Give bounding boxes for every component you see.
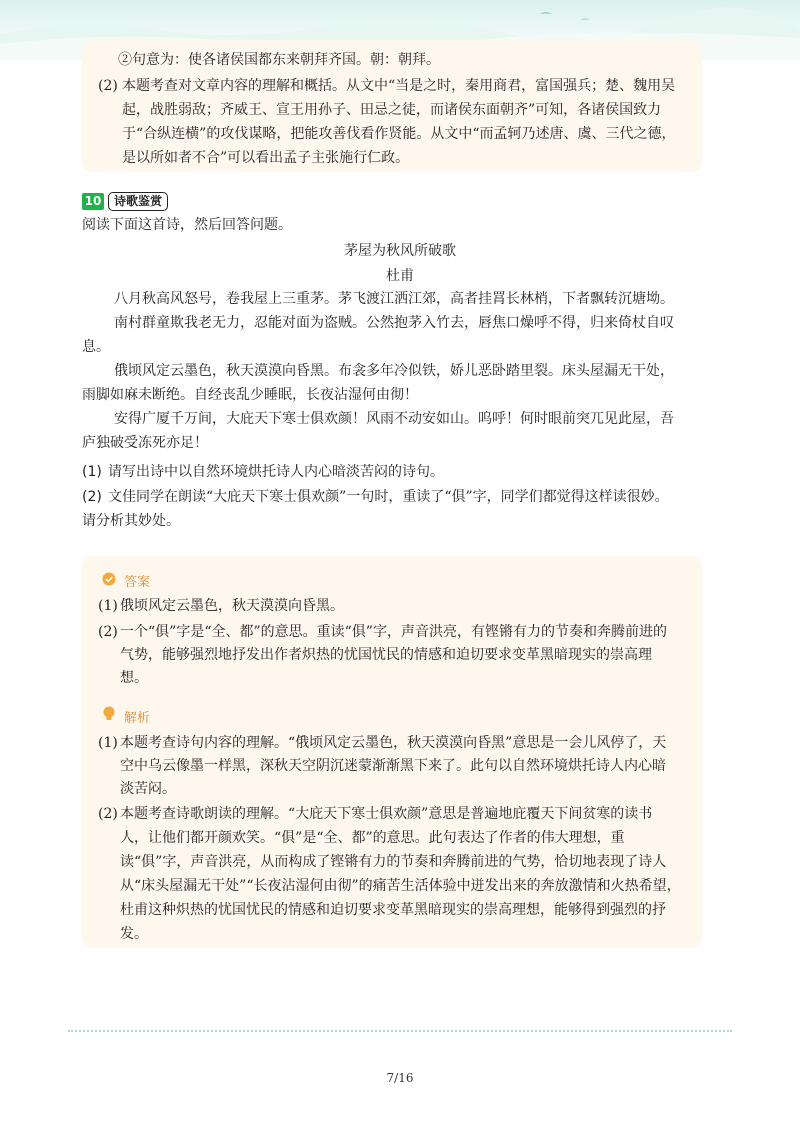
explanation-line: 起，战胜弱敌；齐威王、宣王用孙子、田忌之徒，而诸侯东面朝齐”可知，各诸侯国致力 bbox=[122, 102, 662, 118]
footer-divider bbox=[68, 1030, 732, 1032]
poem-author: 杜甫 bbox=[386, 268, 414, 284]
poem-line: 庐独破受冻死亦足！ bbox=[82, 435, 208, 451]
analysis-line: 人，让他们都开颜欢笑。“俱”是“全、都”的意思。此句表达了作者的伟大理想，重 bbox=[120, 830, 625, 846]
analysis-line: 本题考查诗句内容的理解。“俄顷风定云墨色，秋天漠漠向昏黑”意思是一会儿风停了，天 bbox=[120, 735, 667, 751]
poem-line: 雨脚如麻未断绝。自经丧乱少睡眠，长夜沾湿何由彻！ bbox=[82, 387, 418, 403]
answer-number: (1) bbox=[98, 598, 118, 614]
answer-line: 想。 bbox=[120, 670, 148, 686]
answer-line: 一个“俱”字是“全、都”的意思。重读“俱”字，声音洪亮，有铿锵有力的节奏和奔腾前进的 bbox=[120, 624, 667, 640]
analysis-line: 淡苦闷。 bbox=[120, 781, 176, 797]
question-number-badge: 10 bbox=[82, 193, 104, 210]
sub-question-2: 文佳同学在朗读“大庇天下寒士俱欢颜”一句时，重读了“俱”字，同学们都觉得这样读很妙。 bbox=[108, 489, 669, 505]
analysis-line: 发。 bbox=[120, 926, 148, 942]
analysis-line: 本题考查诗歌朗读的理解。“大庇天下寒士俱欢颜”意思是普遍地庇覆天下间贫寒的读书 bbox=[120, 806, 653, 822]
analysis-label: 解析 bbox=[124, 711, 151, 726]
explanation-line: 是以所如者不合”可以看出孟子主张施行仁政。 bbox=[122, 150, 410, 166]
sub-question-number: (2) bbox=[82, 489, 102, 505]
item-number: (2) bbox=[98, 78, 118, 94]
sub-question-number: (1) bbox=[82, 464, 102, 480]
answer-line: 气势，能够强烈地抒发出作者炽热的忧国忧民的情感和迫切要求变革黑暗现实的崇高理 bbox=[120, 647, 652, 663]
question-type-tag: 诗歌鉴赏 bbox=[108, 192, 168, 211]
analysis-line: 从“床头屋漏无干处”“长夜沾湿何由彻”的痛苦生活体验中迸发出来的奔放激情和火热希望， bbox=[120, 878, 681, 894]
sub-question-2-cont: 请分析其妙处。 bbox=[82, 513, 180, 529]
page-number: 7/16 bbox=[386, 1071, 414, 1085]
explanation-line: ②句意为：使各诸侯国都东来朝拜齐国。朝：朝拜。 bbox=[118, 52, 440, 68]
poem-line: 息。 bbox=[82, 339, 110, 355]
poem-title: 茅屋为秋风所破歌 bbox=[344, 243, 456, 259]
explanation-line: 本题考查对文章内容的理解和概括。从文中“当是之时，秦用商君，富国强兵；楚、魏用吴 bbox=[122, 78, 676, 94]
answer-line: 俄顷风定云墨色，秋天漠漠向昏黑。 bbox=[120, 598, 344, 614]
sub-question-1: 请写出诗中以自然环境烘托诗人内心暗淡苦闷的诗句。 bbox=[108, 464, 444, 480]
answer-label: 答案 bbox=[124, 575, 151, 590]
explanation-line: 于“合纵连横”的攻伐谋略，把能攻善伐看作贤能。从文中“而孟轲乃述唐、虞、三代之德， bbox=[122, 126, 676, 142]
question-intro: 阅读下面这首诗，然后回答问题。 bbox=[82, 217, 292, 233]
analysis-number: (1) bbox=[98, 735, 118, 751]
poem-line: 安得广厦千万间，大庇天下寒士俱欢颜！风雨不动安如山。呜呼！何时眼前突兀见此屋，吾 bbox=[114, 411, 674, 427]
poem-line: 南村群童欺我老无力，忍能对面为盗贼。公然抱茅入竹去，唇焦口燥呼不得，归来倚杖自叹 bbox=[114, 315, 674, 331]
poem-line: 八月秋高风怒号，卷我屋上三重茅。茅飞渡江洒江郊，高者挂罥长林梢，下者飘转沉塘坳。 bbox=[114, 291, 674, 307]
poem-line: 俄顷风定云墨色，秋天漠漠向昏黑。布衾多年冷似铁，娇儿恶卧踏里裂。床头屋漏无干处， bbox=[114, 363, 674, 379]
answer-number: (2) bbox=[98, 624, 118, 640]
analysis-line: 读“俱”字，声音洪亮，从而构成了铿锵有力的节奏和奔腾前进的气势，恰切地表现了诗人 bbox=[120, 854, 667, 870]
analysis-line: 杜甫这种炽热的忧国忧民的情感和迫切要求变革黑暗现实的崇高理想，能够得到强烈的抒 bbox=[120, 902, 666, 918]
lightbulb-icon bbox=[102, 706, 116, 722]
check-icon bbox=[102, 572, 116, 586]
analysis-line: 空中乌云像墨一样黑，深秋天空阴沉迷蒙渐渐黑下来了。此句以自然环境烘托诗人内心暗 bbox=[120, 758, 666, 774]
analysis-number: (2) bbox=[98, 806, 118, 822]
